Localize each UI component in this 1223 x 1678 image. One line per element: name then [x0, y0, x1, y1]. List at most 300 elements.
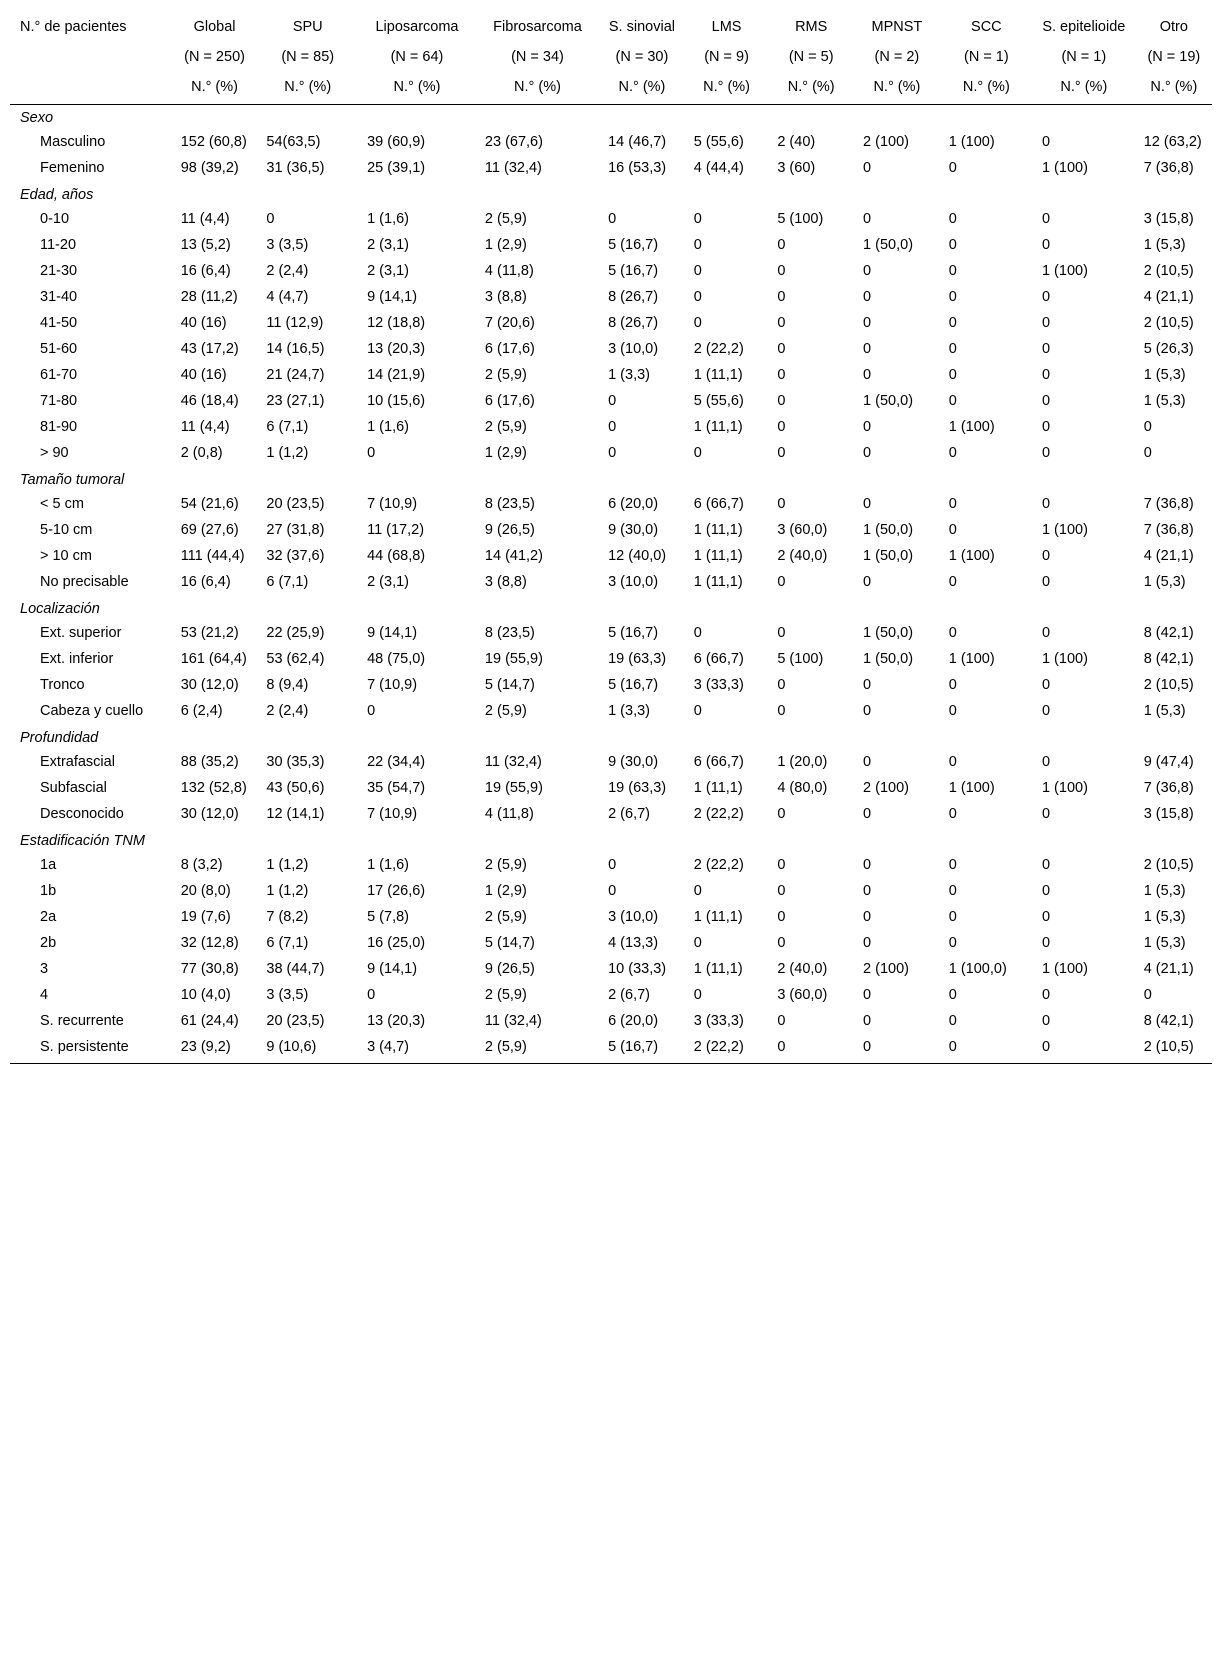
table-cell: 5 (7,8): [367, 909, 409, 925]
table-cell: 19 (55,9): [484, 651, 543, 667]
table-cell: 1 (11,1): [693, 419, 743, 435]
table-cell: 1 (20,0): [777, 754, 828, 770]
table-cell: 5 (14,7): [484, 677, 535, 693]
table-cell: 0: [1041, 574, 1051, 590]
table-cell: 10 (33,3): [608, 961, 667, 977]
table-cell: 5 (16,7): [608, 625, 659, 641]
table-cell: 3 (33,3): [693, 1013, 744, 1029]
section-title: Tamaño tumoral: [20, 472, 125, 488]
table-cell: 44 (68,8): [367, 548, 426, 564]
table-cell: 23 (9,2): [171, 1035, 257, 1064]
table-cell: 8 (42,1): [1143, 651, 1194, 667]
column-unit-s-sinovial: N.° (%): [598, 75, 684, 105]
table-cell: 0: [863, 909, 872, 925]
table-row: [10, 415, 1212, 441]
column-unit-scc: N.° (%): [939, 75, 1032, 105]
section-row: [10, 105, 1212, 131]
table-cell: 32 (12,8): [180, 935, 239, 951]
table-cell: 0: [948, 445, 957, 461]
table-cell: 7 (10,9): [367, 496, 418, 512]
table-cell: 7 (20,6): [484, 315, 535, 331]
table-cell: 1 (50,0): [863, 393, 914, 409]
table-cell: 13 (20,3): [367, 341, 426, 357]
table-cell: 3 (4,7): [357, 1035, 475, 1064]
patient-characteristics-table: [10, 12, 1212, 1064]
table-row: [10, 931, 1212, 957]
table-cell: 11 (32,4): [484, 754, 542, 770]
row-label: Cabeza y cuello: [40, 703, 144, 719]
table-row: [10, 285, 1212, 311]
table-cell: 5 (16,7): [608, 677, 659, 693]
row-label: < 5 cm: [40, 496, 84, 512]
table-cell: 2 (6,7): [608, 806, 651, 822]
table-cell: 30 (12,0): [180, 806, 239, 822]
column-n-scc: (N = 1): [963, 49, 1009, 65]
table-cell: 3 (15,8): [1143, 806, 1194, 822]
table-cell: 19 (55,9): [484, 780, 543, 796]
row-label: 21-30: [40, 263, 78, 279]
table-cell: 0: [948, 263, 957, 279]
table-cell: 1 (100,0): [948, 961, 1007, 977]
table-cell: 0: [948, 857, 957, 873]
table-cell: 0: [1143, 419, 1152, 435]
table-cell: 53 (21,2): [180, 625, 239, 641]
table-header: [10, 12, 1212, 105]
table-row: [10, 207, 1212, 233]
table-cell: 8 (42,1): [1143, 625, 1194, 641]
table-cell: 16 (25,0): [367, 935, 426, 951]
table-cell: 0: [948, 677, 957, 693]
table-cell: 16 (6,4): [180, 574, 231, 590]
table-cell: 88 (35,2): [180, 754, 239, 770]
table-cell: 0: [1032, 1035, 1134, 1064]
table-cell: 1 (3,3): [608, 703, 651, 719]
column-header-lms: LMS: [711, 19, 742, 35]
table-cell: 1 (11,1): [693, 522, 743, 538]
table-cell: 4 (21,1): [1143, 289, 1194, 305]
table-cell: 8 (23,5): [484, 625, 535, 641]
table-cell: 19 (7,6): [180, 909, 231, 925]
table-cell: 30 (35,3): [266, 754, 325, 770]
table-cell: 0: [948, 1013, 957, 1029]
table-row: [10, 259, 1212, 285]
table-cell: 6 (17,6): [484, 341, 535, 357]
table-cell: 1 (100): [1041, 160, 1088, 176]
table-cell: 0: [1041, 496, 1051, 512]
row-label: > 90: [40, 445, 69, 461]
column-header-scc: SCC: [971, 19, 1002, 35]
row-label: 0-10: [40, 211, 70, 227]
table-cell: 0: [693, 211, 702, 227]
table-cell: 0: [948, 574, 957, 590]
table-cell: 0: [948, 393, 957, 409]
table-cell: 0: [777, 574, 786, 590]
column-n-spu: (N = 85): [281, 49, 335, 65]
table-cell: 0: [1041, 211, 1051, 227]
table-cell: 0: [608, 419, 617, 435]
table-cell: 1 (50,0): [863, 237, 914, 253]
table-cell: 0: [863, 445, 872, 461]
table-cell: 1 (2,9): [484, 445, 527, 461]
table-cell: 0: [863, 367, 872, 383]
table-row: [10, 699, 1212, 725]
table-row: [10, 647, 1212, 673]
table-cell: 19 (63,3): [608, 651, 667, 667]
table-cell: 7 (10,9): [367, 677, 418, 693]
table-cell: 17 (26,6): [367, 883, 426, 899]
table-cell: 6 (66,7): [693, 651, 744, 667]
section-row: [10, 467, 1212, 492]
table-cell: 5 (100): [777, 651, 824, 667]
table-cell: 1 (50,0): [863, 651, 914, 667]
table-cell: 1 (5,3): [1143, 909, 1186, 925]
table-cell: 11 (4,4): [180, 211, 230, 227]
column-header-mpnst: MPNST: [871, 19, 923, 35]
table-cell: 40 (16): [180, 315, 227, 331]
table-cell: 1 (11,1): [693, 574, 743, 590]
row-label: Masculino: [40, 134, 106, 150]
table-cell: 0: [1041, 625, 1051, 641]
column-unit-rms: N.° (%): [767, 75, 853, 105]
table-cell: 11 (32,4): [484, 1013, 542, 1029]
table-cell: 0: [948, 522, 957, 538]
table-cell: 0: [863, 883, 872, 899]
table-cell: 98 (39,2): [180, 160, 239, 176]
table-cell: 0: [863, 263, 872, 279]
column-unit-global: N.° (%): [171, 75, 257, 105]
table-cell: 0: [777, 806, 786, 822]
table-row: [10, 750, 1212, 776]
table-cell: 1 (100): [1041, 522, 1088, 538]
table-cell: 1 (100): [948, 134, 995, 150]
table-cell: 0: [693, 987, 702, 1003]
table-cell: 9 (30,0): [608, 754, 659, 770]
table-cell: 12 (40,0): [608, 548, 667, 564]
table-cell: 1 (100): [1041, 961, 1088, 977]
column-n-rms: (N = 5): [788, 49, 834, 65]
table-cell: 2 (2,4): [266, 263, 309, 279]
column-header-rms: RMS: [795, 19, 828, 35]
table-cell: 1 (5,3): [1143, 237, 1186, 253]
table-cell: 3 (8,8): [484, 289, 527, 305]
table-cell: 25 (39,1): [367, 160, 426, 176]
table-cell: 1 (3,3): [608, 367, 651, 383]
table-cell: 6 (7,1): [266, 935, 309, 951]
table-cell: 2 (5,9): [484, 857, 527, 873]
table-cell: 6 (20,0): [608, 496, 659, 512]
table-cell: 0: [1041, 857, 1051, 873]
table-row: [10, 802, 1212, 828]
table-cell: 7 (36,8): [1143, 522, 1194, 538]
table-cell: 16 (6,4): [180, 263, 231, 279]
row-label: Femenino: [40, 160, 105, 176]
table-row: [10, 879, 1212, 905]
table-cell: 2 (5,9): [484, 987, 527, 1003]
table-cell: 6 (7,1): [266, 574, 309, 590]
table-cell: 40 (16): [180, 367, 227, 383]
table-cell: 28 (11,2): [180, 289, 238, 305]
row-label: Tronco: [40, 677, 85, 693]
table-cell: 1 (100): [1041, 651, 1088, 667]
table-row: [10, 905, 1212, 931]
row-label: Desconocido: [40, 806, 124, 822]
table-cell: 32 (37,6): [266, 548, 325, 564]
table-cell: 1 (100): [948, 651, 995, 667]
table-cell: 0: [1041, 341, 1051, 357]
table-cell: 1 (2,9): [484, 883, 527, 899]
table-cell: 2 (0,8): [180, 445, 223, 461]
table-cell: 0: [948, 625, 957, 641]
table-cell: 6 (66,7): [693, 754, 744, 770]
table-cell: 0: [777, 237, 786, 253]
table-cell: 2 (10,5): [1143, 857, 1194, 873]
table-cell: 111 (44,4): [180, 548, 245, 564]
row-label: Extrafascial: [40, 754, 115, 770]
table-cell: 0: [1041, 909, 1051, 925]
table-cell: 3 (3,5): [266, 237, 309, 253]
table-row: [10, 518, 1212, 544]
table-cell: 0: [863, 211, 872, 227]
table-cell: 69 (27,6): [180, 522, 239, 538]
row-label: S. persistente: [10, 1035, 171, 1064]
table-cell: 8 (42,1): [1143, 1013, 1194, 1029]
table-cell: 4 (21,1): [1143, 548, 1194, 564]
table-cell: 7 (8,2): [266, 909, 309, 925]
table-row: [10, 1009, 1212, 1035]
row-label: Ext. inferior: [40, 651, 114, 667]
table-cell: 9 (14,1): [367, 289, 418, 305]
table-cell: 0: [693, 883, 702, 899]
table-cell: 43 (17,2): [180, 341, 239, 357]
table-cell: 2 (22,2): [693, 806, 744, 822]
table-cell: 9 (14,1): [367, 625, 418, 641]
column-unit-spu: N.° (%): [256, 75, 357, 105]
table-cell: 5 (26,3): [1143, 341, 1194, 357]
column-header-fibrosarcoma: Fibrosarcoma: [493, 19, 582, 35]
table-cell: 1 (100): [1041, 780, 1088, 796]
table-cell: 0: [1041, 367, 1051, 383]
table-cell: 23 (67,6): [484, 134, 543, 150]
row-label: > 10 cm: [40, 548, 92, 564]
row-label: 81-90: [40, 419, 78, 435]
table-cell: 8 (9,4): [266, 677, 309, 693]
table-cell: 1 (5,3): [1143, 574, 1186, 590]
table-cell: 0: [608, 857, 617, 873]
row-label: Ext. superior: [40, 625, 122, 641]
table-row: [10, 1035, 1212, 1064]
table-cell: 53 (62,4): [266, 651, 325, 667]
table-cell: 14 (46,7): [608, 134, 667, 150]
table-cell: 0: [608, 393, 617, 409]
table-cell: 2 (5,9): [484, 909, 527, 925]
row-label: 11-20: [40, 237, 77, 253]
table-cell: 2 (100): [863, 134, 909, 150]
table-cell: 2 (3,1): [367, 237, 409, 253]
table-cell: 0: [863, 806, 872, 822]
table-cell: 0: [1041, 987, 1051, 1003]
row-label: 1b: [40, 883, 57, 899]
table-cell: 31 (36,5): [266, 160, 325, 176]
table-cell: 5 (16,7): [598, 1035, 684, 1064]
table-cell: 0: [948, 211, 957, 227]
table-cell: 152 (60,8): [180, 134, 247, 150]
row-label: No precisable: [40, 574, 129, 590]
table-cell: 54 (21,6): [180, 496, 239, 512]
table-cell: 132 (52,8): [180, 780, 247, 796]
table-cell: 27 (31,8): [266, 522, 325, 538]
table-cell: 1 (1,2): [266, 883, 309, 899]
column-n-s-epitelioide: (N = 1): [1061, 49, 1107, 65]
row-label: 2b: [40, 935, 57, 951]
table-cell: 0: [1041, 935, 1051, 951]
table-cell: 161 (64,4): [180, 651, 247, 667]
table-cell: 2 (40,0): [777, 961, 828, 977]
table-row: [10, 233, 1212, 259]
table-cell: 9 (26,5): [484, 522, 535, 538]
table-cell: 1 (50,0): [863, 625, 914, 641]
table-cell: 0: [863, 703, 872, 719]
table-cell: 7 (36,8): [1143, 160, 1194, 176]
table-cell: 1 (11,1): [693, 367, 743, 383]
table-cell: 1 (1,6): [367, 419, 409, 435]
table-cell: 6 (7,1): [266, 419, 309, 435]
table-cell: 9 (26,5): [484, 961, 535, 977]
table-cell: 6 (2,4): [180, 703, 223, 719]
table-cell: 12 (14,1): [266, 806, 325, 822]
table-cell: 0: [367, 987, 376, 1003]
table-cell: 0: [693, 445, 702, 461]
table-cell: 0: [777, 419, 786, 435]
table-cell: 20 (23,5): [266, 1013, 325, 1029]
table-cell: 1 (11,1): [693, 909, 743, 925]
table-cell: 0: [939, 1035, 1032, 1064]
table-cell: 0: [693, 263, 702, 279]
table-cell: 5 (14,7): [484, 935, 535, 951]
table-cell: 0: [863, 419, 872, 435]
table-cell: 6 (20,0): [608, 1013, 659, 1029]
table-cell: 7 (10,9): [367, 806, 418, 822]
table-cell: 3 (60,0): [777, 522, 828, 538]
table-cell: 5 (55,6): [693, 134, 744, 150]
row-label: Subfascial: [40, 780, 107, 796]
row-label: 61-70: [40, 367, 78, 383]
table-cell: 0: [367, 445, 376, 461]
table-cell: 0: [863, 289, 872, 305]
table-cell: 1 (5,3): [1143, 703, 1186, 719]
table-cell: 1 (2,9): [484, 237, 527, 253]
table-cell: 0: [948, 367, 957, 383]
table-row: [10, 957, 1212, 983]
table-cell: 0: [777, 1013, 786, 1029]
table-cell: 4 (11,8): [484, 263, 534, 279]
table-row: [10, 544, 1212, 570]
section-row: [10, 182, 1212, 207]
column-n-global: (N = 250): [184, 49, 245, 65]
table-cell: 3 (33,3): [693, 677, 744, 693]
column-header-s-sinovial: S. sinovial: [608, 19, 675, 35]
table-cell: 0: [863, 574, 872, 590]
table-cell: 11 (32,4): [484, 160, 542, 176]
table-cell: 0: [1041, 677, 1051, 693]
table-cell: 35 (54,7): [367, 780, 426, 796]
table-cell: 4 (44,4): [693, 160, 744, 176]
section-row: [10, 725, 1212, 750]
table-cell: 0: [948, 909, 957, 925]
table-cell: 2 (22,2): [693, 341, 744, 357]
table-cell: 1 (11,1): [693, 548, 743, 564]
table-cell: 8 (26,7): [608, 289, 659, 305]
table-cell: 9 (30,0): [608, 522, 659, 538]
table-cell: 0: [948, 703, 957, 719]
table-cell: 0: [693, 703, 702, 719]
table-cell: 0: [777, 625, 786, 641]
column-n-lms: (N = 9): [704, 49, 749, 65]
table-cell: 9 (47,4): [1143, 754, 1194, 770]
table-cell: 10 (4,0): [180, 987, 231, 1003]
table-cell: 2 (10,5): [1134, 1035, 1212, 1064]
table-cell: 2 (100): [863, 961, 909, 977]
column-header-otro: Otro: [1159, 19, 1188, 35]
table-cell: 0: [1041, 134, 1051, 150]
table-cell: 0: [1041, 548, 1051, 564]
table-cell: 0: [777, 367, 786, 383]
table-cell: 0: [367, 703, 376, 719]
table-cell: 1 (5,3): [1143, 367, 1186, 383]
table-cell: 0: [1041, 1013, 1051, 1029]
table-cell: 46 (18,4): [180, 393, 239, 409]
table-cell: 0: [693, 625, 702, 641]
table-cell: 0: [948, 237, 957, 253]
table-cell: 0: [863, 935, 872, 951]
table-cell: 0: [853, 1035, 939, 1064]
table-cell: 0: [266, 211, 275, 227]
table-cell: 14 (21,9): [367, 367, 426, 383]
table-cell: 12 (63,2): [1143, 134, 1202, 150]
table-cell: 0: [948, 341, 957, 357]
table-cell: 6 (17,6): [484, 393, 535, 409]
table-cell: 2 (5,9): [475, 1035, 598, 1064]
table-row: [10, 156, 1212, 182]
column-n-mpnst: (N = 2): [874, 49, 920, 65]
table-row: [10, 363, 1212, 389]
column-header-s-epitelioide: S. epitelioide: [1042, 19, 1126, 35]
table-cell: 4 (80,0): [777, 780, 828, 796]
section-title: Sexo: [20, 110, 54, 126]
table-cell: 0: [863, 496, 872, 512]
column-unit-s-epitelioide: N.° (%): [1032, 75, 1134, 105]
table-cell: 30 (12,0): [180, 677, 239, 693]
table-cell: 14 (41,2): [484, 548, 543, 564]
table-cell: 2 (5,9): [484, 419, 527, 435]
table-cell: 14 (16,5): [266, 341, 325, 357]
table-cell: 1 (5,3): [1143, 935, 1186, 951]
table-cell: 21 (24,7): [266, 367, 325, 383]
table-cell: 11 (12,9): [266, 315, 324, 331]
table-cell: 1 (11,1): [693, 961, 743, 977]
table-cell: 1 (5,3): [1143, 393, 1186, 409]
row-label: 31-40: [40, 289, 78, 305]
table-cell: 0: [863, 754, 872, 770]
table-cell: 0: [777, 677, 786, 693]
table-cell: 0: [1041, 703, 1051, 719]
table-cell: 0: [1041, 445, 1051, 461]
table-cell: 0: [863, 987, 872, 1003]
table-cell: 0: [1041, 393, 1051, 409]
table-cell: 2 (40,0): [777, 548, 828, 564]
table-cell: 2 (5,9): [484, 703, 527, 719]
table-cell: 2 (6,7): [608, 987, 651, 1003]
table-cell: 2 (10,5): [1143, 263, 1194, 279]
